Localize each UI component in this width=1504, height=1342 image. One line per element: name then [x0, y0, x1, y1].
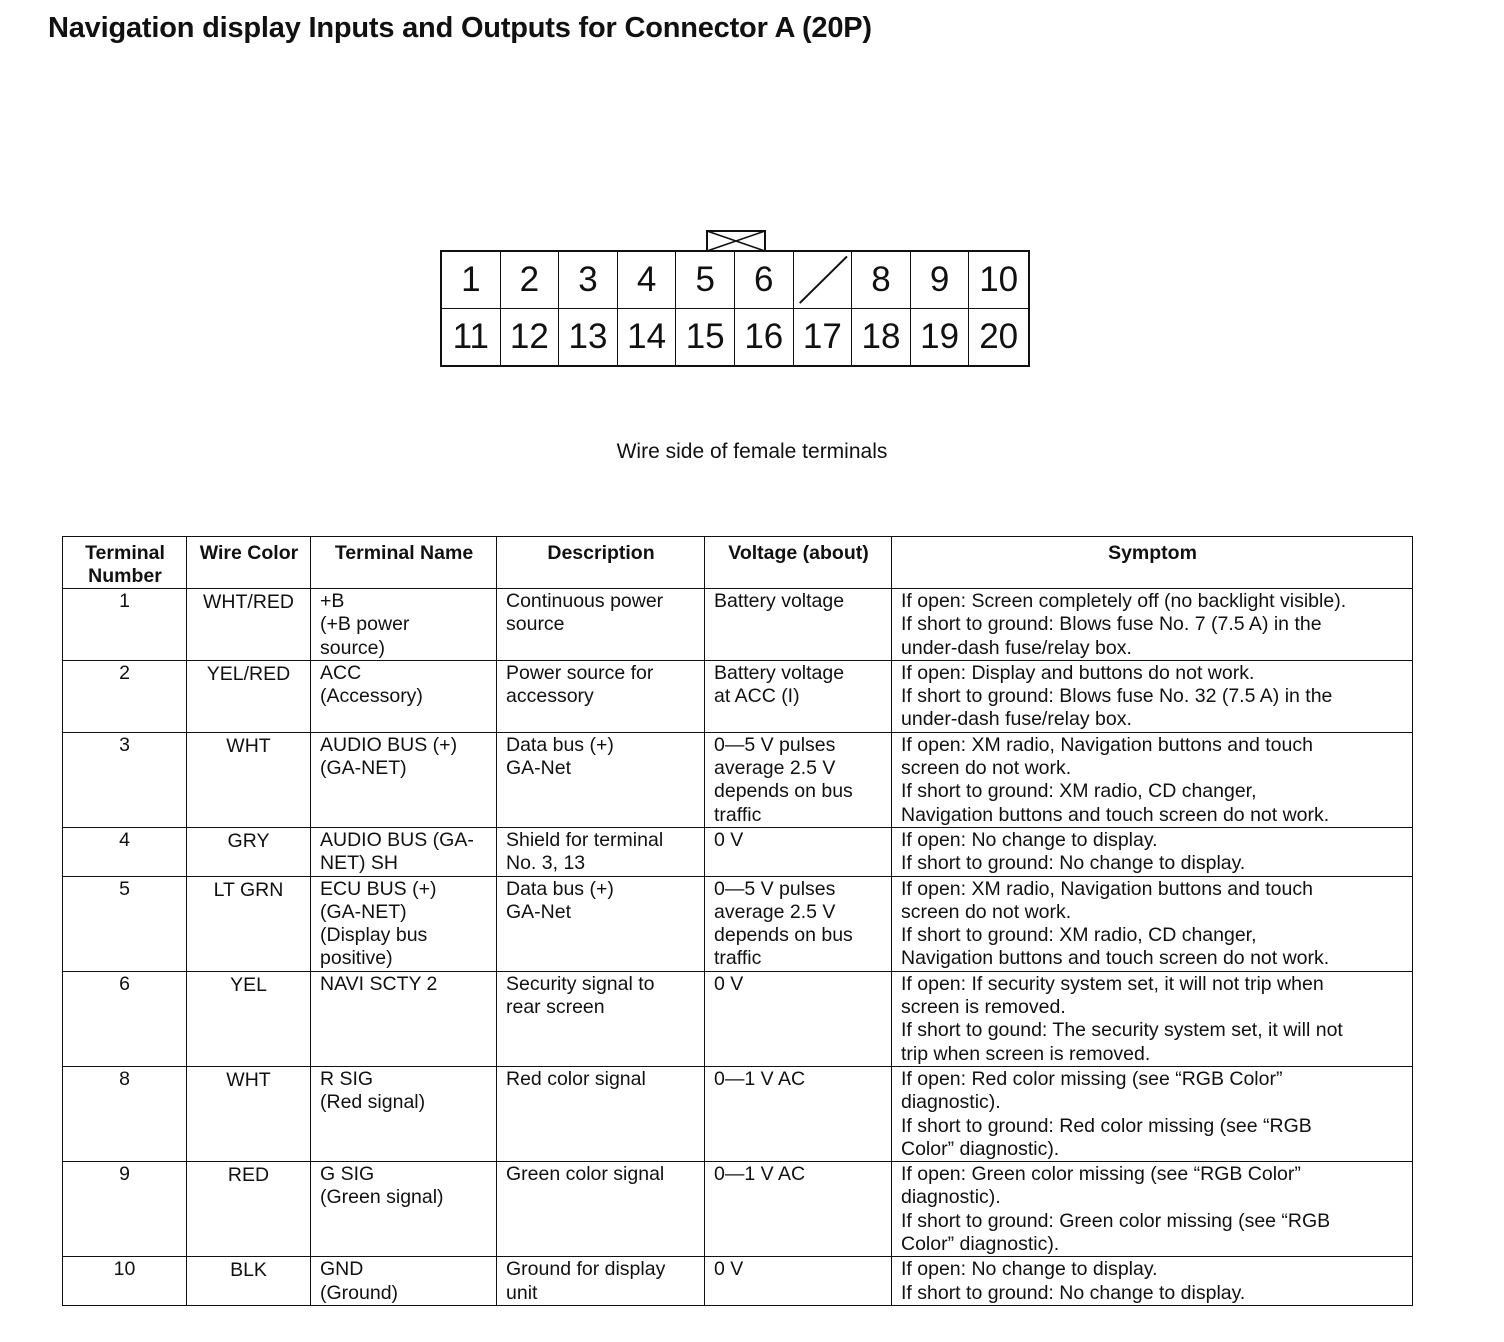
symptom-line: Color” diagnostic). — [901, 1137, 1060, 1160]
voltage-line: 0—5 V pulses — [714, 733, 836, 756]
pin-cell: 2 — [501, 252, 560, 309]
terminal-name-line: G SIG — [320, 1163, 375, 1186]
terminal-number-cell: 6 — [63, 971, 187, 1066]
symptom-cell — [892, 660, 1413, 732]
terminal-number-cell: 3 — [63, 732, 187, 827]
pin-cell: 15 — [676, 309, 735, 366]
terminal-name-line: NET) SH — [320, 852, 398, 875]
pin-cell: 17 — [794, 309, 853, 366]
terminal-name-cell — [311, 1162, 497, 1257]
header-terminal-line-1: Terminal — [85, 542, 165, 564]
terminal-name-line: positive) — [320, 947, 393, 970]
symptom-line: If short to gound: The security system set, it will not — [901, 1019, 1343, 1042]
symptom-line: If open: Red color missing (see “RGB Color” — [901, 1067, 1283, 1090]
connector-latch-icon — [706, 230, 766, 251]
pin-cell: 20 — [979, 316, 1019, 356]
description-line: rear screen — [506, 996, 605, 1019]
symptom-cell — [892, 971, 1413, 1066]
symptom-cell — [892, 827, 1413, 876]
table-row — [63, 827, 1413, 876]
terminal-name-cell — [311, 589, 497, 661]
table-row — [63, 1257, 1413, 1306]
symptom-line: trip when screen is removed. — [901, 1042, 1151, 1065]
description-cell — [497, 660, 705, 732]
description-line: Shield for terminal — [506, 828, 664, 851]
voltage-cell — [705, 1257, 892, 1306]
header-terminal-line-2: Number — [88, 565, 162, 587]
symptom-line: screen do not work. — [901, 900, 1072, 923]
terminal-name-line: (Green signal) — [320, 1186, 444, 1209]
wire-color-cell: BLK — [187, 1257, 311, 1306]
pin-cell: 6 — [735, 252, 794, 309]
symptom-line: If short to ground: Red color missing (see “RGB — [901, 1114, 1312, 1137]
terminal-name-line: ACC — [320, 661, 362, 684]
voltage-line: average 2.5 V — [714, 900, 836, 923]
symptom-cell — [892, 732, 1413, 827]
description-cell — [497, 876, 705, 971]
symptom-line: If open: Screen completely off (no backlight visible). — [901, 590, 1347, 612]
description-line: Power source for — [506, 661, 654, 684]
symptom-line: If open: Green color missing (see “RGB Color” — [901, 1163, 1301, 1186]
pin-cell: 3 — [559, 252, 618, 309]
description-line: Red color signal — [506, 1067, 646, 1090]
unused-pin-slash-icon — [794, 252, 852, 308]
symptom-line: diagnostic). — [901, 1186, 1001, 1209]
wire-color-cell: WHT — [187, 1066, 311, 1161]
terminal-number-cell: 5 — [63, 876, 187, 971]
pin-cell: 8 — [852, 252, 911, 309]
voltage-line: Battery voltage — [714, 590, 845, 612]
symptom-line: If open: XM radio, Navigation buttons and touch — [901, 877, 1313, 900]
io-table — [62, 536, 1413, 1306]
terminal-name-line: (Accessory) — [320, 685, 423, 708]
description-cell — [497, 732, 705, 827]
pin-cell: 13 — [559, 309, 618, 366]
header-description: Description — [497, 537, 705, 589]
symptom-line: under-dash fuse/relay box. — [901, 708, 1132, 731]
voltage-line: average 2.5 V — [714, 757, 836, 780]
terminal-name-line: GND — [320, 1258, 364, 1281]
terminal-name-line: (GA-NET) — [320, 757, 407, 780]
symptom-line: If short to ground: XM radio, CD changer, — [901, 780, 1257, 803]
symptom-line: If open: XM radio, Navigation buttons and touch — [901, 733, 1313, 756]
voltage-cell — [705, 971, 892, 1066]
description-cell — [497, 1162, 705, 1257]
voltage-cell — [705, 1162, 892, 1257]
terminal-name-line: (Ground) — [320, 1281, 399, 1304]
table-header-row — [63, 537, 1413, 589]
description-cell — [497, 1257, 705, 1306]
pin-cell: 10 — [969, 252, 1028, 309]
description-line: Green color signal — [506, 1163, 665, 1186]
description-line: GA-Net — [506, 757, 572, 780]
pin-cell: 16 — [735, 309, 794, 366]
symptom-line: screen is removed. — [901, 996, 1066, 1019]
voltage-line: 0—5 V pulses — [714, 877, 836, 900]
terminal-name-line: (+B power — [320, 613, 410, 636]
voltage-cell — [705, 1066, 892, 1161]
terminal-name-line: (Red signal) — [320, 1091, 426, 1114]
terminal-name-cell — [311, 1066, 497, 1161]
symptom-line: under-dash fuse/relay box. — [901, 636, 1132, 659]
symptom-line: diagnostic). — [901, 1091, 1001, 1114]
terminal-name-cell — [311, 876, 497, 971]
symptom-line: If short to ground: No change to display. — [901, 852, 1246, 875]
symptom-line: If open: Display and buttons do not work. — [901, 661, 1255, 684]
voltage-cell — [705, 827, 892, 876]
terminal-name-line: (GA-NET) — [320, 900, 407, 923]
voltage-line: at ACC (I) — [714, 685, 800, 708]
symptom-line: If open: No change to display. — [901, 1258, 1158, 1281]
voltage-cell — [705, 732, 892, 827]
page-title: Navigation display Inputs and Outputs for Connector A (20P) — [48, 12, 872, 44]
terminal-number-cell: 9 — [63, 1162, 187, 1257]
wire-color-cell: WHT/RED — [187, 589, 311, 661]
terminal-name-cell — [311, 1257, 497, 1306]
table-body — [63, 589, 1413, 1306]
description-line: No. 3, 13 — [506, 852, 586, 875]
voltage-line: traffic — [714, 803, 762, 826]
voltage-line: 0 V — [714, 1258, 744, 1281]
header-terminal-name: Terminal Name — [311, 537, 497, 589]
symptom-cell — [892, 876, 1413, 971]
symptom-cell — [892, 1066, 1413, 1161]
symptom-line: If open: If security system set, it will not trip when — [901, 972, 1324, 995]
voltage-line: depends on bus — [714, 924, 853, 947]
terminal-name-line: +B — [320, 590, 345, 612]
symptom-cell — [892, 1162, 1413, 1257]
header-terminal-number — [63, 537, 187, 589]
terminal-number-cell: 2 — [63, 660, 187, 732]
voltage-cell — [705, 589, 892, 661]
pin-grid — [440, 250, 1030, 367]
wire-color-cell: YEL/RED — [187, 660, 311, 732]
voltage-line: 0—1 V AC — [714, 1163, 806, 1186]
description-cell — [497, 971, 705, 1066]
table-row — [63, 589, 1413, 661]
description-cell — [497, 589, 705, 661]
wire-color-cell: YEL — [187, 971, 311, 1066]
connector-diagram — [440, 230, 1032, 370]
table-row — [63, 876, 1413, 971]
terminal-name-line: NAVI SCTY 2 — [320, 972, 438, 995]
symptom-line: If short to ground: XM radio, CD changer, — [901, 924, 1257, 947]
wire-color-cell: LT GRN — [187, 876, 311, 971]
pin-cell: 9 — [911, 252, 970, 309]
header-symptom: Symptom — [892, 537, 1413, 589]
voltage-cell — [705, 660, 892, 732]
terminal-number-cell: 1 — [63, 589, 187, 661]
description-line: GA-Net — [506, 900, 572, 923]
symptom-line: screen do not work. — [901, 757, 1072, 780]
terminal-name-line: (Display bus — [320, 924, 428, 947]
description-line: Continuous power — [506, 590, 664, 612]
voltage-line: 0 V — [714, 828, 744, 851]
description-cell — [497, 1066, 705, 1161]
voltage-line: Battery voltage — [714, 661, 845, 684]
terminal-name-line: source) — [320, 636, 386, 659]
pin-cell: 1 — [442, 252, 501, 309]
symptom-line: If short to ground: Green color missing (see “RGB — [901, 1209, 1331, 1232]
terminal-number-cell: 8 — [63, 1066, 187, 1161]
table-row — [63, 971, 1413, 1066]
voltage-line: 0 V — [714, 972, 744, 995]
terminal-name-cell — [311, 732, 497, 827]
description-line: Ground for display — [506, 1258, 666, 1281]
description-line: unit — [506, 1281, 538, 1304]
table-row — [63, 1066, 1413, 1161]
pin-cell: 14 — [618, 309, 677, 366]
voltage-line: 0—1 V AC — [714, 1067, 806, 1090]
terminal-name-cell — [311, 660, 497, 732]
terminal-number-cell: 10 — [63, 1257, 187, 1306]
pin-cell: 19 — [911, 309, 970, 366]
description-line: Data bus (+) — [506, 733, 614, 756]
terminal-name-line: R SIG — [320, 1067, 374, 1090]
description-line: source — [506, 613, 565, 636]
terminal-name-cell — [311, 827, 497, 876]
symptom-line: Navigation buttons and touch screen do not work. — [901, 947, 1330, 970]
terminal-name-line: AUDIO BUS (GA- — [320, 828, 474, 851]
description-line: Data bus (+) — [506, 877, 614, 900]
voltage-cell — [705, 876, 892, 971]
header-voltage: Voltage (about) — [705, 537, 892, 589]
header-wire-color: Wire Color — [187, 537, 311, 589]
symptom-line: If short to ground: No change to display. — [901, 1281, 1246, 1304]
voltage-line: traffic — [714, 947, 762, 970]
pin-cell: 18 — [852, 309, 911, 366]
symptom-cell — [892, 1257, 1413, 1306]
pin-cell: 12 — [501, 309, 560, 366]
symptom-line: Color” diagnostic). — [901, 1233, 1060, 1256]
wire-color-cell: GRY — [187, 827, 311, 876]
pin-cell: 11 — [442, 309, 501, 366]
description-line: accessory — [506, 685, 594, 708]
symptom-cell — [892, 589, 1413, 661]
pin-cell-empty — [794, 252, 853, 309]
terminal-name-line: ECU BUS (+) — [320, 877, 437, 900]
table-row — [63, 732, 1413, 827]
pin-cell: 5 — [676, 252, 735, 309]
terminal-name-line: AUDIO BUS (+) — [320, 733, 458, 756]
description-line: Security signal to — [506, 972, 655, 995]
table-row — [63, 660, 1413, 732]
connector-caption: Wire side of female terminals — [616, 440, 888, 463]
wire-color-cell: RED — [187, 1162, 311, 1257]
voltage-line: depends on bus — [714, 780, 853, 803]
symptom-line: If open: No change to display. — [901, 828, 1158, 851]
terminal-name-cell — [311, 971, 497, 1066]
description-cell — [497, 827, 705, 876]
symptom-line: If short to ground: Blows fuse No. 32 (7.5 A) in the — [901, 685, 1333, 708]
terminal-number-cell: 4 — [63, 827, 187, 876]
table-row — [63, 1162, 1413, 1257]
symptom-line: If short to ground: Blows fuse No. 7 (7.5 A) in the — [901, 613, 1322, 636]
wire-color-cell: WHT — [187, 732, 311, 827]
pin-cell: 4 — [618, 252, 677, 309]
symptom-line: Navigation buttons and touch screen do not work. — [901, 803, 1330, 826]
